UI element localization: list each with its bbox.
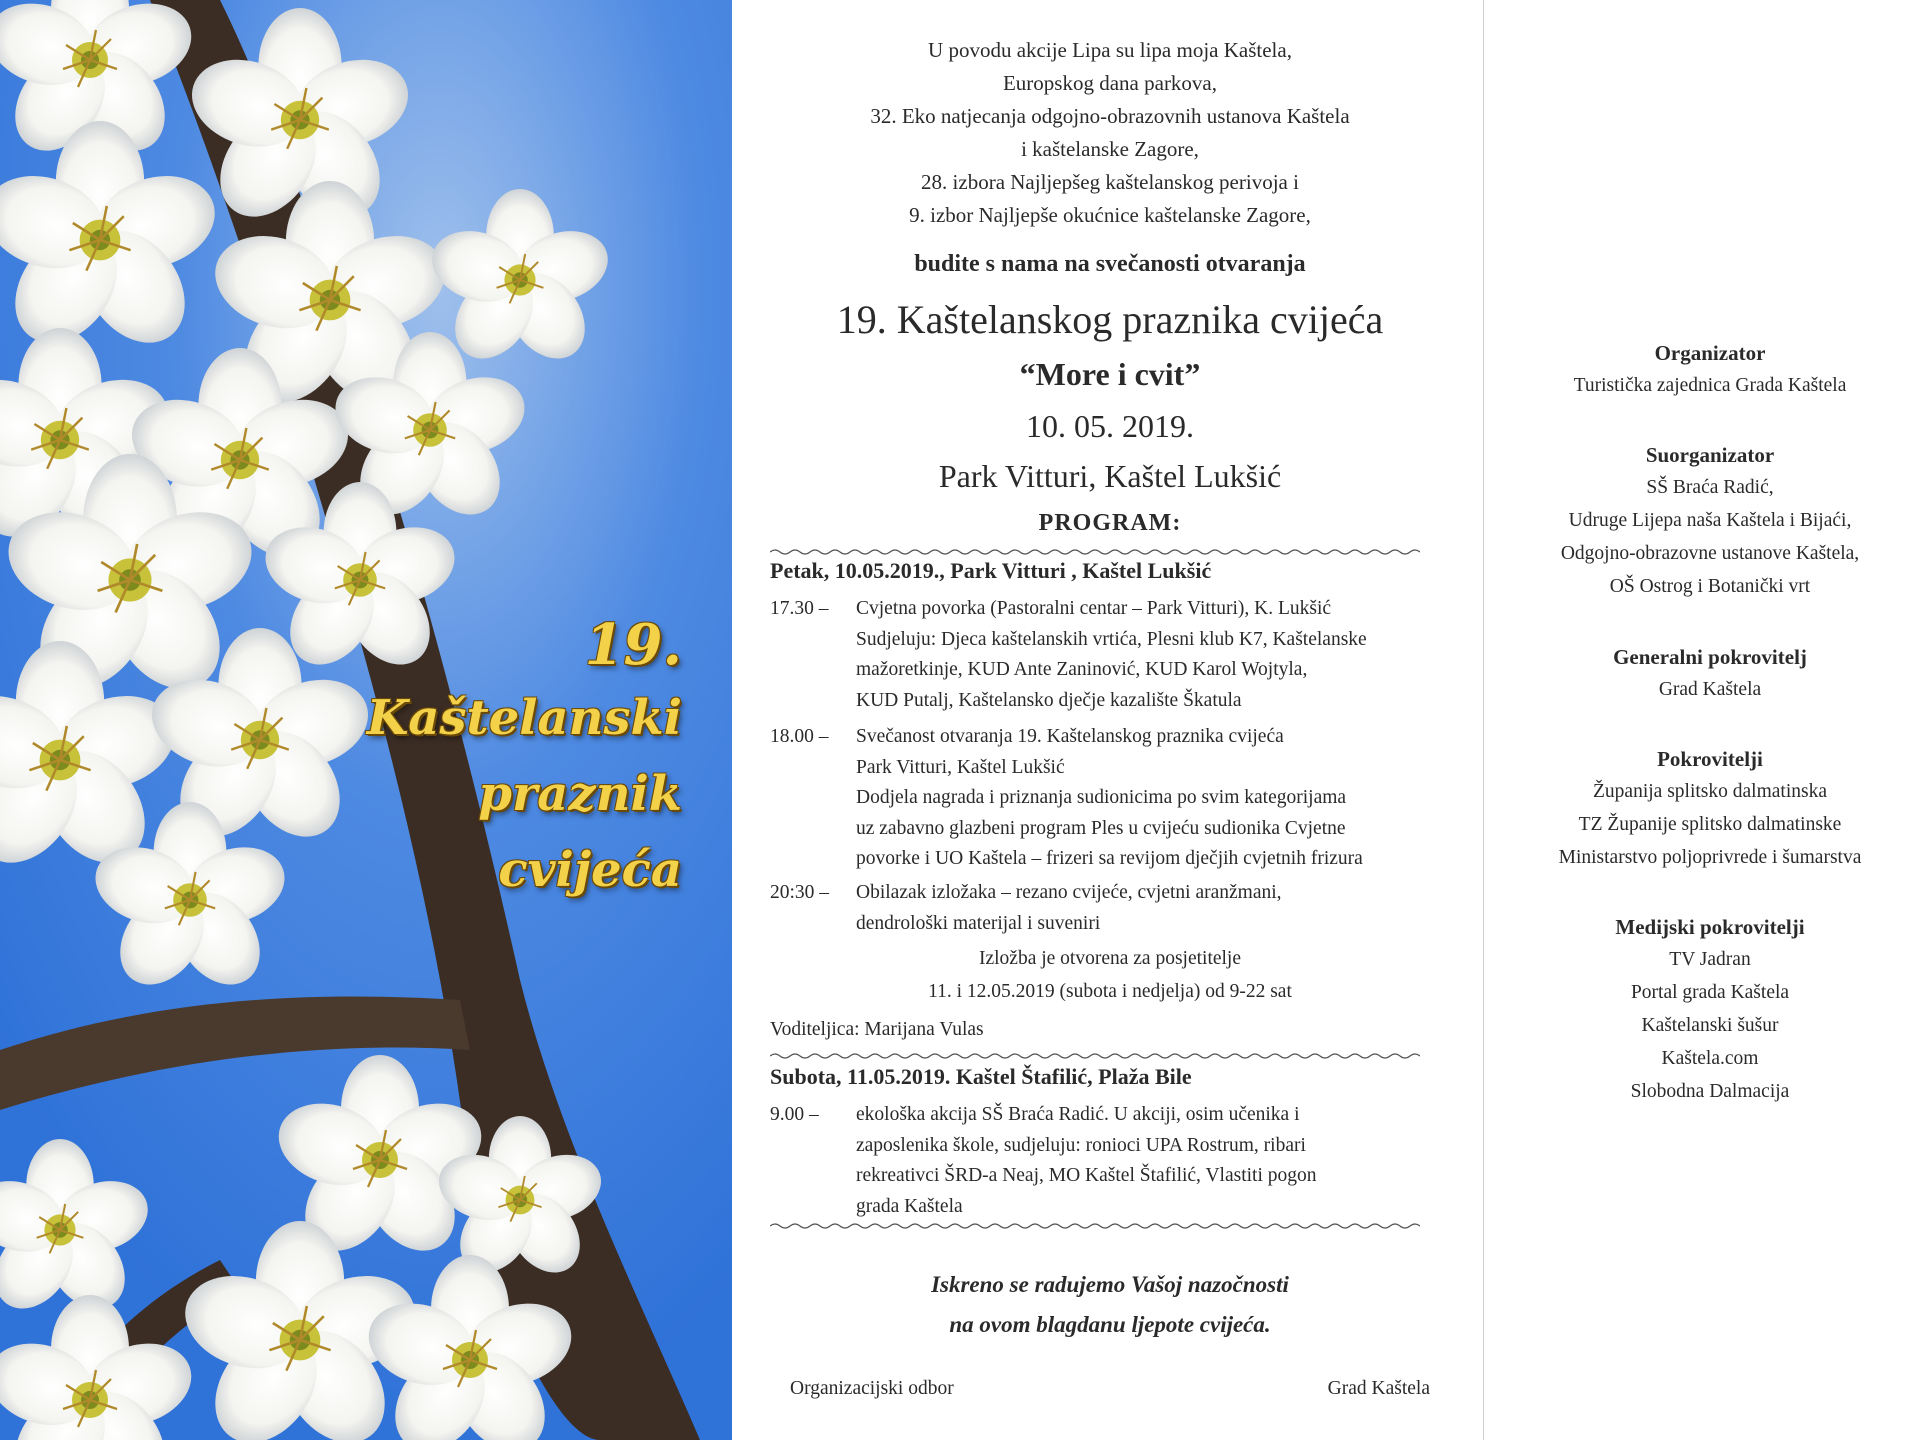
sponsor-line: Turistička zajednica Grada Kaštela <box>1573 375 1847 396</box>
invite-line: budite s nama na svečanosti otvaranja <box>914 251 1306 277</box>
entry-line: Park Vitturi, Kaštel Lukšić <box>856 756 1065 778</box>
day-heading-friday: Petak, 10.05.2019., Park Vitturi , Kaštel Lukšić <box>770 558 1212 583</box>
entry-line: mažoretkinje, KUD Ante Zaninović, KUD Karol Wojtyla, <box>856 659 1308 680</box>
program-label: PROGRAM: <box>1038 510 1182 536</box>
intro-line: i kaštelanske Zagore, <box>1021 137 1199 161</box>
poster-title-line-1: Kaštelanski <box>366 690 682 746</box>
entry-line: ekološka akcija SŠ Braća Radić. U akciji, osim učenika i <box>856 1104 1300 1125</box>
intro-line: 9. izbor Najljepše okućnice kaštelanske Zagore, <box>909 203 1311 227</box>
cherry-blossom-photo <box>0 0 732 1440</box>
sponsor-line: Ministarstvo poljoprivrede i šumarstva <box>1558 847 1862 868</box>
wavy-divider <box>770 1222 1420 1230</box>
wavy-divider <box>770 1052 1420 1060</box>
signature-city: Grad Kaštela <box>1327 1378 1430 1399</box>
entry-line: uz zabavno glazbeni program Ples u cvijeću sudionika Cvjetne <box>856 817 1346 839</box>
intro-line: Europskog dana parkova, <box>1002 71 1218 95</box>
entry-time: 20:30 – <box>770 882 830 903</box>
day-heading-saturday: Subota, 11.05.2019. Kaštel Štafilić, Plaža Bile <box>770 1064 1192 1089</box>
entry-line: Svečanost otvaranja 19. Kaštelanskog praznika cvijeća <box>856 726 1284 747</box>
closing-line: Iskreno se radujemo Vašoj nazočnosti <box>931 1272 1289 1297</box>
sponsor-line: TZ Županije splitsko dalmatinske <box>1578 814 1842 835</box>
closing-line: na ovom blagdanu ljepote cvijeća. <box>949 1312 1271 1337</box>
sponsor-line: Udruge Lijepa naša Kaštela i Bijaći, <box>1568 510 1852 531</box>
entry-time: 18.00 – <box>770 726 829 747</box>
entry-line: Obilazak izložaka – rezano cvijeće, cvjetni aranžmani, <box>856 882 1282 903</box>
sponsor-line: SŠ Braća Radić, <box>1646 477 1774 498</box>
sponsor-line: Grad Kaštela <box>1658 679 1762 700</box>
entry-line: grada Kaštela <box>856 1195 963 1217</box>
sponsor-line: Županija splitsko dalmatinska <box>1593 781 1827 802</box>
sponsor-line: Kaštela.com <box>1661 1048 1759 1069</box>
entry-line: Sudjeluju: Djeca kaštelanskih vrtića, Plesni klub K7, Kaštelanske <box>856 628 1367 650</box>
entry-line: povorke i UO Kaštela – frizeri sa revijom dječjih cvjetnih frizura <box>856 848 1363 869</box>
sponsor-line: Portal grada Kaštela <box>1630 982 1790 1003</box>
poster-title-number: 19. <box>584 612 682 678</box>
invitation-column <box>770 0 1450 1440</box>
poster-title-line-3: cvijeća <box>498 842 682 898</box>
intro-line: U povodu akcije Lipa su lipa moja Kaštela, <box>928 38 1292 62</box>
sponsor-heading-coorganizer: Suorganizator <box>1645 443 1775 467</box>
sponsor-line: TV Jadran <box>1669 949 1751 970</box>
sponsor-heading-patrons: Pokrovitelji <box>1657 747 1763 771</box>
event-date: 10. 05. 2019. <box>1026 408 1194 444</box>
sponsor-heading-media: Medijski pokrovitelji <box>1615 915 1805 939</box>
entry-line: Dodjela nagrada i priznanja sudionicima po svim kategorijama <box>856 787 1347 808</box>
sponsor-line: OŠ Ostrog i Botanički vrt <box>1609 576 1811 597</box>
poster-title-line-2: praznik <box>478 766 682 822</box>
event-venue: Park Vitturi, Kaštel Lukšić <box>938 458 1282 494</box>
entry-line: Cvjetna povorka (Pastoralni centar – Park Vitturi), K. Lukšić <box>856 598 1332 619</box>
event-subtitle: “More i cvit” <box>1019 356 1201 392</box>
entry-time: 17.30 – <box>770 598 829 619</box>
event-title: 19. Kaštelanskog praznika cvijeća <box>836 297 1384 342</box>
column-divider <box>1483 0 1484 1440</box>
sponsor-heading-organizer: Organizator <box>1654 341 1766 365</box>
entry-line: rekreativci ŠRD-a Neaj, MO Kaštel Štafilić, Vlastiti pogon <box>856 1165 1317 1186</box>
entry-line: KUD Putalj, Kaštelansko dječje kazalište Škatula <box>856 689 1242 711</box>
sponsor-line: Slobodna Dalmacija <box>1630 1081 1790 1102</box>
wavy-divider <box>770 548 1420 556</box>
exhibit-note: Izložba je otvorena za posjetitelje <box>978 948 1242 969</box>
entry-line: zaposlenika škole, sudjeluju: ronioci UPA Rostrum, ribari <box>856 1134 1306 1156</box>
closing-message <box>770 1265 1450 1345</box>
entry-time: 9.00 – <box>770 1104 819 1125</box>
sponsor-line: Kaštelanski šušur <box>1641 1015 1779 1036</box>
sponsor-line: Odgojno-obrazovne ustanove Kaštela, <box>1560 543 1860 564</box>
intro-line: 32. Eko natjecanja odgojno-obrazovnih ustanova Kaštela <box>870 104 1350 128</box>
intro-line: 28. izbora Najljepšeg kaštelanskog perivoja i <box>921 170 1299 194</box>
entry-line: dendrološki materijal i suveniri <box>856 912 1101 934</box>
host-line: Voditeljica: Marijana Vulas <box>770 1019 984 1040</box>
sponsors-column <box>1500 0 1920 1440</box>
sponsor-heading-general: Generalni pokrovitelj <box>1613 645 1807 669</box>
intro-text <box>770 34 1450 232</box>
signature-committee: Organizacijski odbor <box>790 1378 954 1399</box>
exhibit-note: 11. i 12.05.2019 (subota i nedjelja) od 9-22 sat <box>928 981 1292 1002</box>
